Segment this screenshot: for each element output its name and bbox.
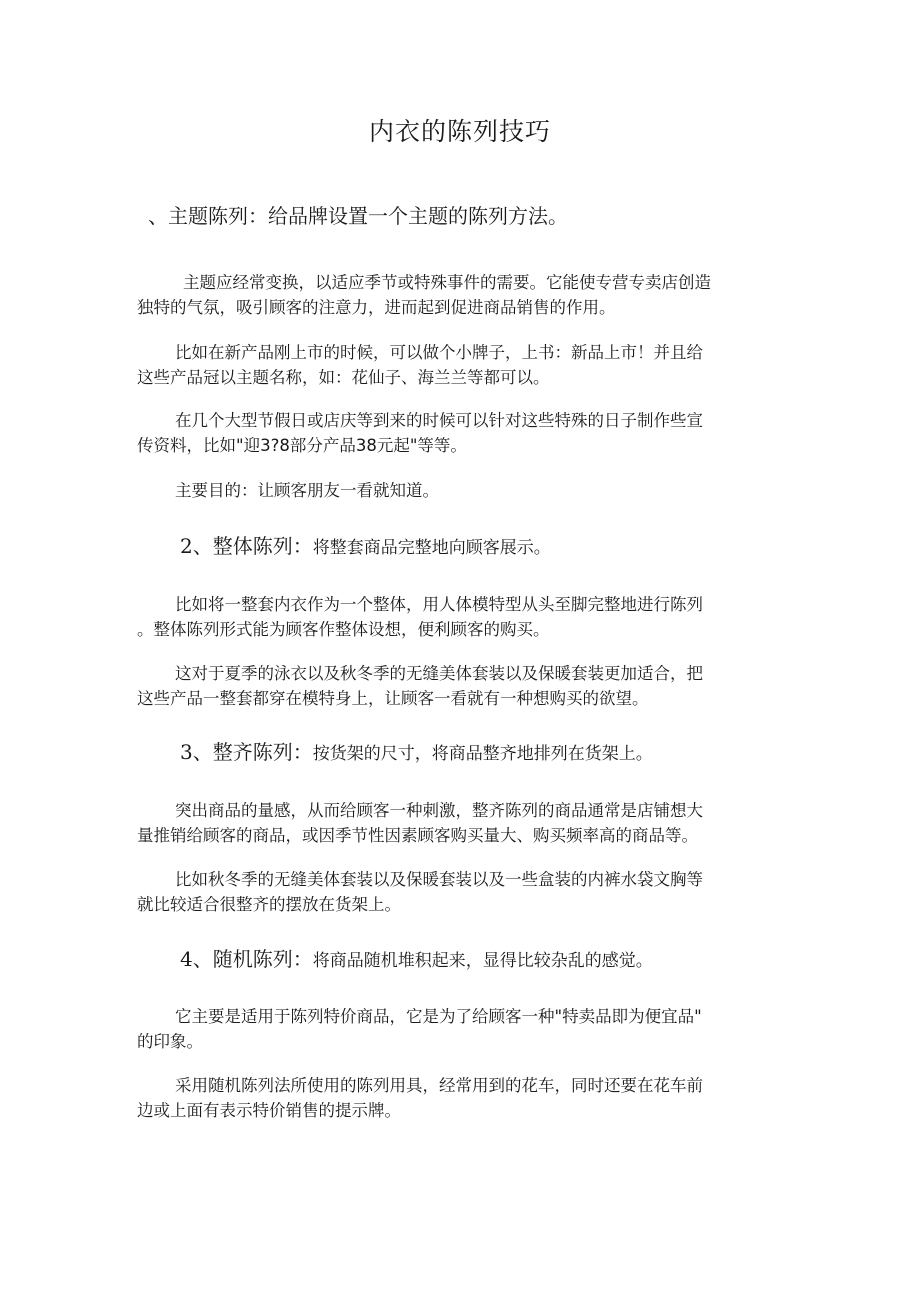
section-heading-2 <box>180 532 551 562</box>
section-number: 2、 <box>180 534 213 558</box>
section-number: 4、 <box>180 947 213 971</box>
paragraph-line: 比如将一整套内衣作为一个整体，用人体模特型从头至脚完整地进行陈列 <box>175 595 703 614</box>
paragraph-line: 比如秋冬季的无缝美体套装以及保暖套装以及一些盒装的内裤水袋文胸等 <box>175 870 703 889</box>
section-title: 主题陈列：给品牌设置一个主题的陈列方法。 <box>168 204 568 228</box>
paragraph-line: 它主要是适用于陈列特价商品，它是为了给顾客一种"特卖品即为便宜品" <box>175 1007 702 1026</box>
section-number: 、 <box>148 204 168 228</box>
section-subtitle: 将整套商品完整地向顾客展示。 <box>312 538 551 558</box>
section-title: 整体陈列： <box>212 534 313 558</box>
paragraph-line: 量推销给顾客的商品，或因季节性因素顾客购买量大、购买频率高的商品等。 <box>137 826 698 845</box>
paragraph-line: 比如在新产品刚上市的时候，可以做个小牌子，上书：新品上市！并且给 <box>175 343 703 362</box>
section-subtitle: 将商品随机堆积起来，显得比较杂乱的感觉。 <box>312 951 653 971</box>
paragraph-line: 。整体陈列形式能为顾客作整体设想，便利顾客的购买。 <box>137 620 550 639</box>
paragraph-line: 传资料，比如"迎3?8部分产品38元起"等等。 <box>137 436 467 455</box>
paragraph-line: 的印象。 <box>137 1032 203 1051</box>
paragraph <box>137 270 777 320</box>
section-title: 整齐陈列： <box>212 740 313 764</box>
section-heading-1 <box>148 202 568 232</box>
paragraph-line: 就比较适合很整齐的摆放在货架上。 <box>137 895 401 914</box>
paragraph <box>137 867 777 917</box>
section-heading-3 <box>180 738 653 768</box>
paragraph-line: 主题应经常变换，以适应季节或特殊事件的需要。它能使专营专卖店创造 <box>183 273 711 292</box>
paragraph <box>137 408 777 458</box>
paragraph-line: 这些产品冠以主题名称，如：花仙子、海兰兰等都可以。 <box>137 368 550 387</box>
section-number: 3、 <box>180 740 213 764</box>
paragraph-line: 主要目的：让顾客朋友一看就知道。 <box>175 481 439 500</box>
paragraph <box>137 661 777 711</box>
section-subtitle: 按货架的尺寸，将商品整齐地排列在货架上。 <box>312 744 653 764</box>
paragraph-line: 突出商品的量感，从而给顾客一种刺激，整齐陈列的商品通常是店铺想大 <box>175 801 703 820</box>
paragraph <box>137 1004 777 1054</box>
page-title: 内衣的陈列技巧 <box>368 117 551 146</box>
paragraph-line: 独特的气氛，吸引顾客的注意力，进而起到促进商品销售的作用。 <box>137 298 616 317</box>
paragraph-line: 这对于夏季的泳衣以及秋冬季的无缝美体套装以及保暖套装更加适合，把 <box>175 664 703 683</box>
paragraph-line: 采用随机陈列法所使用的陈列用具，经常用到的花车，同时还要在花车前 <box>175 1076 703 1095</box>
section-title: 随机陈列： <box>212 947 313 971</box>
paragraph <box>137 478 777 503</box>
paragraph-line: 在几个大型节假日或店庆等到来的时候可以针对这些特殊的日子制作些宣 <box>175 411 703 430</box>
paragraph <box>137 592 777 642</box>
paragraph <box>137 798 777 848</box>
paragraph-line: 边或上面有表示特价销售的提示牌。 <box>137 1101 401 1120</box>
paragraph <box>137 1073 777 1123</box>
paragraph-line: 这些产品一整套都穿在模特身上，让顾客一看就有一种想购买的欲望。 <box>137 689 649 708</box>
section-heading-4 <box>180 945 653 975</box>
paragraph <box>137 340 777 390</box>
